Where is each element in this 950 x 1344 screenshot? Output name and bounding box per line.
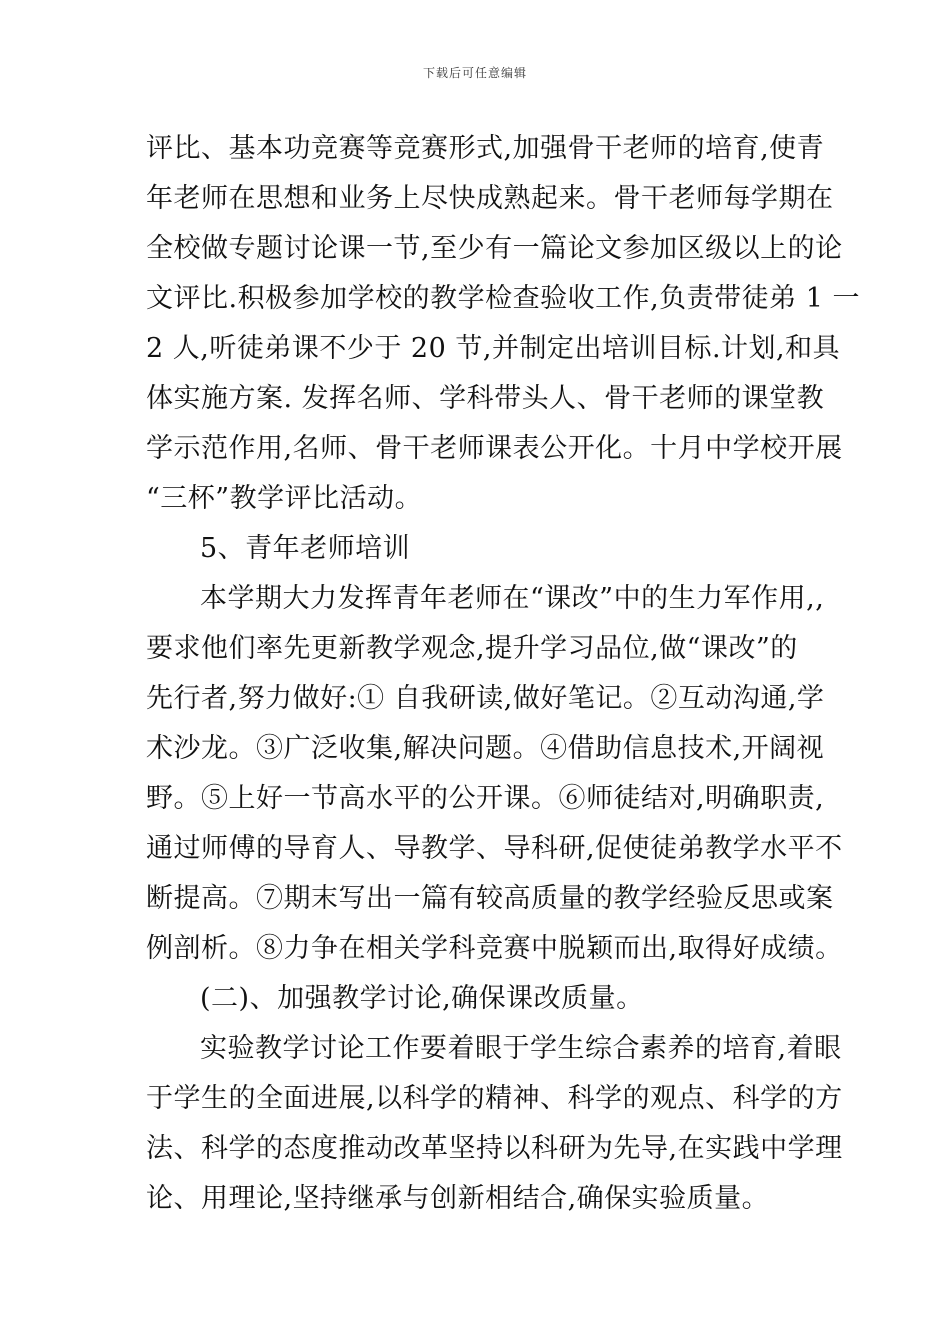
document-body bbox=[146, 124, 861, 1224]
text-line: 先行者,努力做好:① 自我研读,做好笔记。②互动沟通,学 bbox=[146, 683, 825, 714]
text-line: 断提高。⑦期末写出一篇有较高质量的教学经验反思或案 bbox=[146, 883, 834, 914]
text-line: 全校做专题讨论课一节,至少有一篇论文参加区级以上的论 bbox=[146, 233, 843, 264]
text-line: 野。⑤上好一节高水平的公开课。⑥师徒结对,明确职责, bbox=[146, 783, 825, 814]
text-line: 评比、基本功竞赛等竞赛形式,加强骨干老师的培育,使青 bbox=[146, 133, 825, 164]
section-heading-teaching-discussion: (二)、加强教学讨论,确保课改质量。 bbox=[200, 983, 644, 1014]
text-line: 体实施方案. 发挥名师、学科带头人、骨干老师的课堂教 bbox=[146, 383, 825, 414]
section-heading-young-teacher-training: 5、青年老师培训 bbox=[200, 533, 411, 564]
text-line: 2 人,听徒弟课不少于 20 节,并制定出培训目标.计划,和具 bbox=[146, 333, 841, 364]
text-line: 论、用理论,坚持继承与创新相结合,确保实验质量。 bbox=[146, 1183, 770, 1214]
text-line: 例剖析。⑧力争在相关学科竞赛中脱颖而出,取得好成绩。 bbox=[146, 933, 843, 964]
text-line: 法、科学的态度推动改革坚持以科研为先导,在实践中学理 bbox=[146, 1133, 843, 1164]
text-line: 文评比.积极参加学校的教学检查验收工作,负责带徒弟 1 一 bbox=[146, 283, 861, 314]
text-line: 于学生的全面进展,以科学的精神、科学的观点、科学的方 bbox=[146, 1083, 843, 1114]
paragraph-start: 本学期大力发挥青年老师在“课改”中的生力军作用,, bbox=[200, 583, 825, 614]
text-line: 学示范作用,名师、骨干老师课表公开化。十月中学校开展 bbox=[146, 433, 843, 464]
text-line: 要求他们率先更新教学观念,提升学习品位,做“课改”的 bbox=[146, 633, 798, 664]
text-line: 年老师在思想和业务上尽快成熟起来。骨干老师每学期在 bbox=[146, 183, 834, 214]
text-line: 通过师傅的导育人、导教学、导科研,促使徒弟教学水平不 bbox=[146, 833, 843, 864]
text-line: 术沙龙。③广泛收集,解决问题。④借助信息技术,开阔视 bbox=[146, 733, 825, 764]
page-header-note: 下载后可任意编辑 bbox=[422, 66, 527, 80]
paragraph-start: 实验教学讨论工作要着眼于学生综合素养的培育,着眼 bbox=[200, 1033, 842, 1064]
text-line: “三杯”教学评比活动。 bbox=[146, 483, 423, 514]
